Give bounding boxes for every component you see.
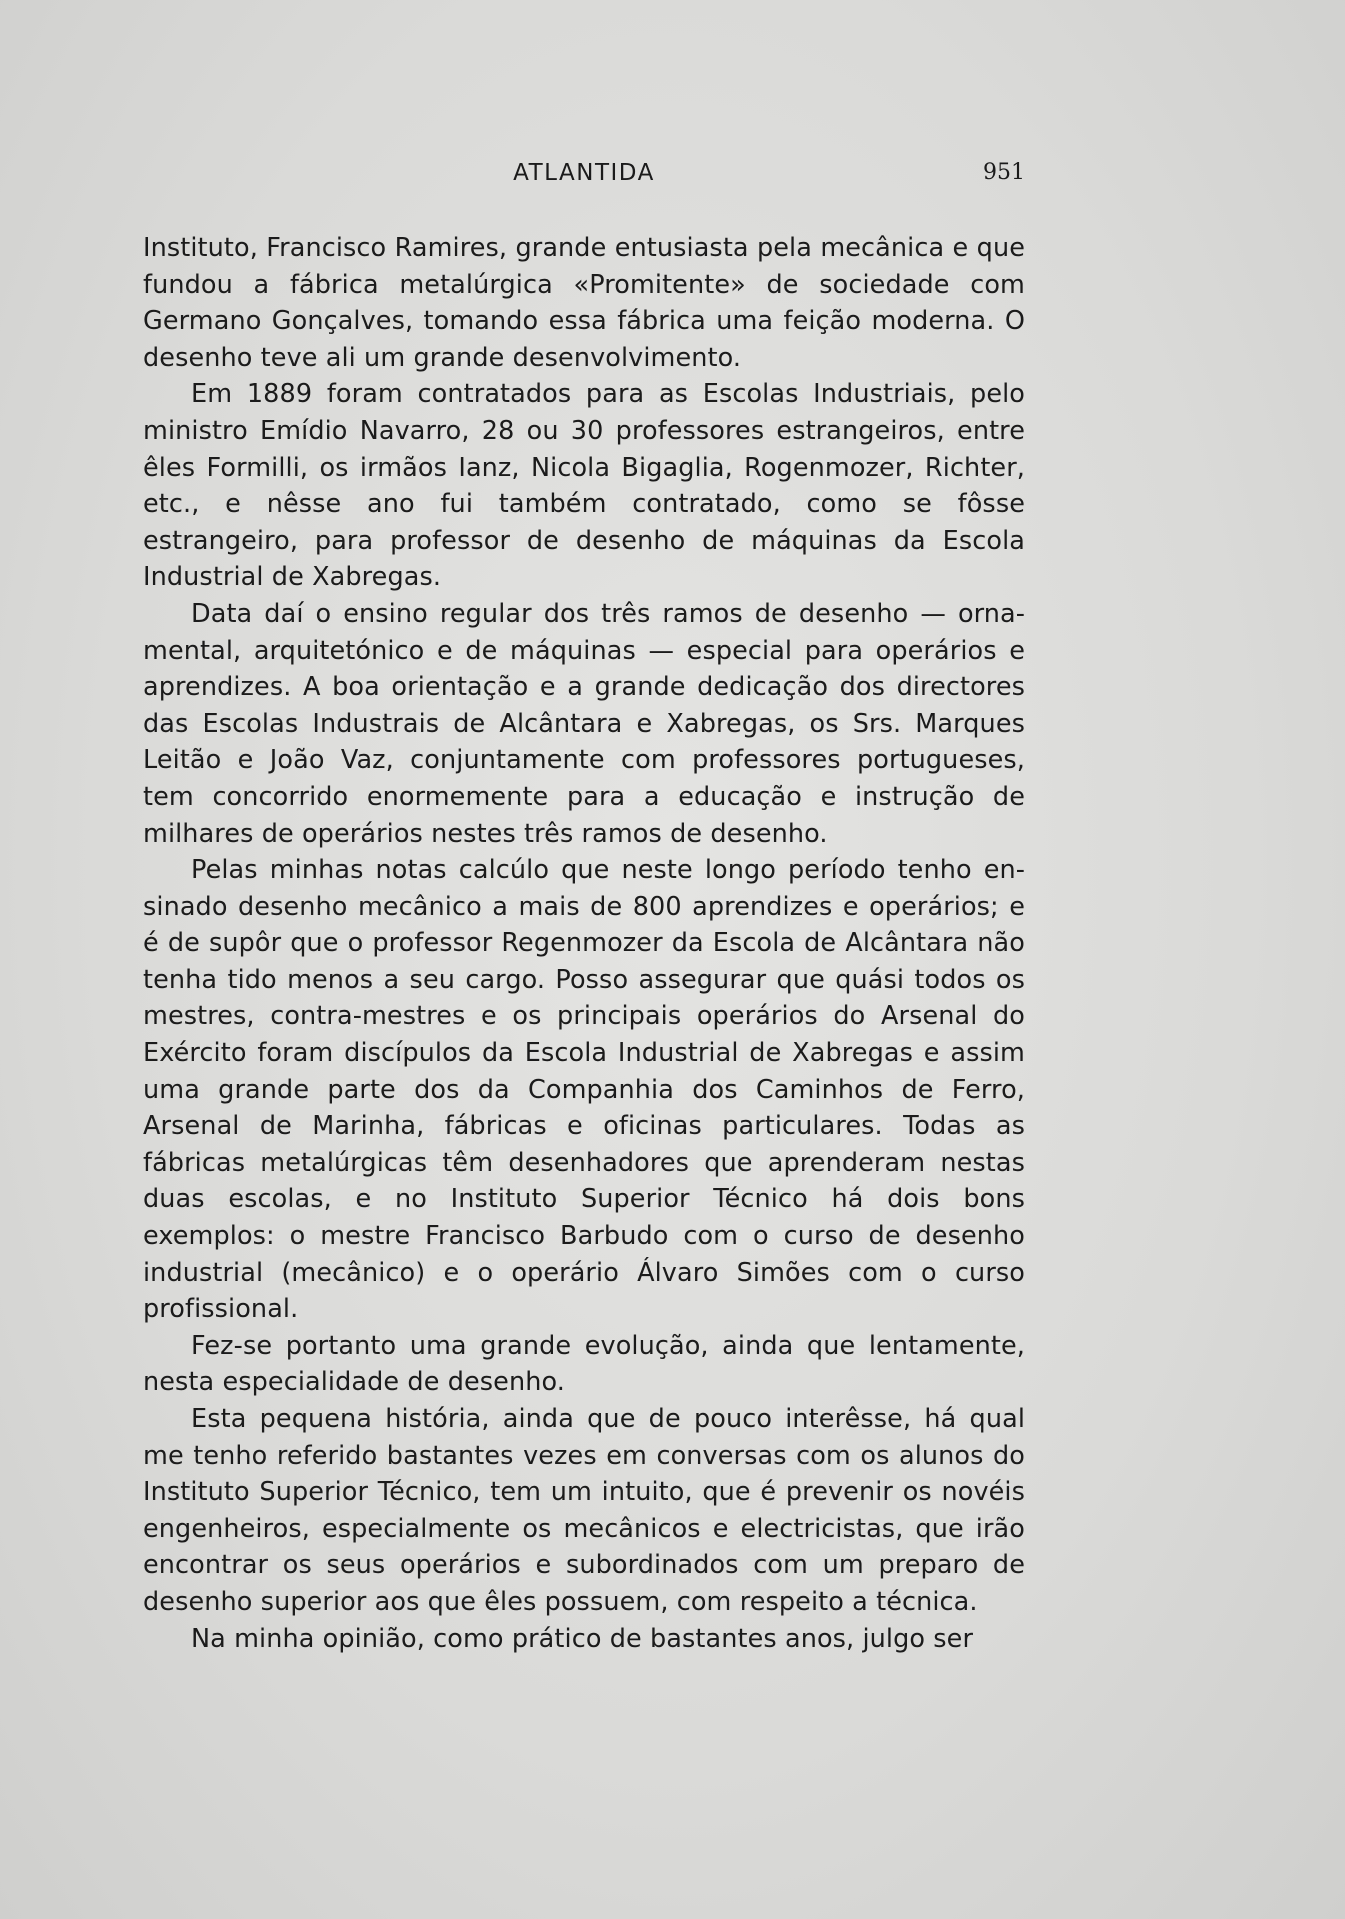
paragraph-3: Data daí o ensino regular dos três ramos de desenho — ornamental, arquitetónico e de máquinas — especial para operários e aprendizes. A boa orientação e a grande dedicação dos directores das Escolas Industrais de Alcântara e Xabregas, os Srs. Marques Leitão e João Vaz, conjuntamente com professores portugueses, tem concorrido enormemente para a educação e instrução de milhares de operários nestes três ramos de desenho.	[143, 598, 1025, 849]
paragraph-7: Na minha opinião, como prático de bastantes anos, julgo ser	[191, 1623, 974, 1654]
running-head	[143, 160, 1025, 196]
paragraph-4: Pelas minhas notas calcúlo que neste longo período tenho ensinado desenho mecânico a mais de 800 aprendizes e operários; e é de supôr que o professor Regenmozer da Escola de Alcântara não tenha tido menos a seu cargo. Posso assegurar que quási todos os mestres, contra-mestres e os principais operários do Arsenal do Exército foram discípulos da Escola Industrial de Xabregas e assim uma grande parte dos da Companhia dos Caminhos de Ferro, Arsenal de Marinha, fábricas e oficinas particulares. Todas as fábricas metalúrgicas têm desenhadores que aprenderam nestas duas escolas, e no Instituto Superior Técnico há dois bons exemplos: o mestre Francisco Barbudo com o curso de desenho industrial (mecânico) e o operário Álvaro Simões com o curso profissional.	[143, 855, 1025, 1325]
paragraph-1: Instituto, Francisco Ramires, grande entusiasta pela mecânica e que fundou a fábrica metalúrgica «Promitente» de sociedade com Germano Gonçalves, tomando essa fábrica uma feição moderna. O desenho teve ali um grande desenvolvimento.	[143, 233, 1025, 373]
body-text	[143, 230, 1025, 1657]
paragraph-2: Em 1889 foram contratados para as Escolas Industriais, pelo ministro Emídio Navarro, 28 ou 30 professores estrangeiros, entre êles Formilli, os irmãos Ianz, Nicola Bigaglia, Rogenmozer, Richter, etc., e nêsse ano fui também contratado, como se fôsse estrangeiro, para professor de desenho de máquinas da Escola Industrial de Xabregas.	[143, 379, 1025, 593]
page-number: 951	[983, 160, 1025, 185]
paragraph-5: Fez-se portanto uma grande evolução, ainda que lentamente, nesta especialidade de desenho.	[143, 1330, 1025, 1398]
paragraph-6: Esta pequena história, ainda que de pouco interêsse, há qual me tenho referido bastantes vezes em conversas com os alunos do Instituto Superior Técnico, tem um intuito, que é prevenir os novéis engenheiros, especialmente os mecânicos e electricistas, que irão encontrar os seus operários e subordinados com um preparo de desenho superior aos que êles possuem, com respeito a técnica.	[143, 1404, 1025, 1617]
journal-title: ATLANTIDA	[513, 160, 655, 186]
